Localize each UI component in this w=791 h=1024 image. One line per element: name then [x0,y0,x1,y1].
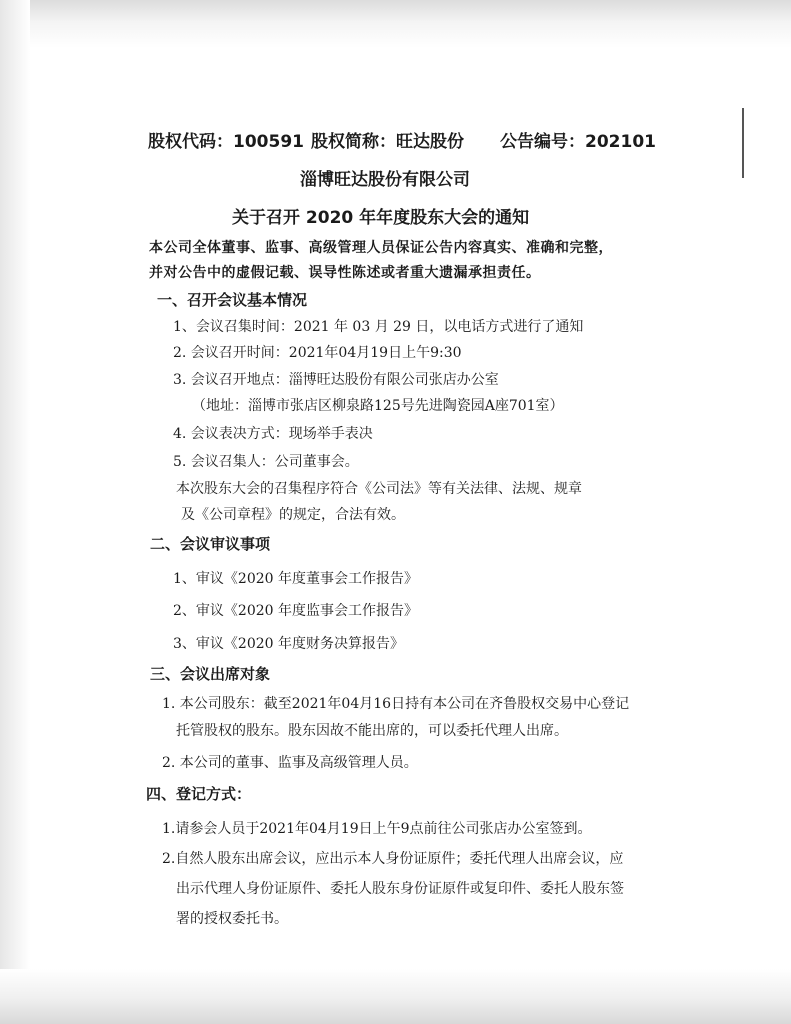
scan-shadow-bottom [0,969,791,1024]
section4-item-1: 1.请参会人员于2021年04月19日上午9点前往公司张店办公室签到。 [162,821,592,837]
company-name: 淄博旺达股份有限公司 [300,170,470,190]
notice-number: 公告编号：202101 [500,132,656,152]
section2-item-2: 2、审议《2020 年度监事会工作报告》 [173,603,418,619]
section1-item-5: 5. 会议召集人：公司董事会。 [173,454,359,470]
section3-item-2: 2. 本公司的董事、监事及高级管理人员。 [162,755,418,771]
section1-note-1: 本次股东大会的召集程序符合《公司法》等有关法律、法规、规章 [176,481,582,497]
declaration-line-1: 本公司全体董事、监事、高级管理人员保证公告内容真实、准确和完整， [149,240,613,256]
section4-item-2: 2.自然人股东出席会议，应出示本人身份证原件；委托代理人出席会议，应 [162,851,624,867]
section4-heading: 四、登记方式： [146,785,252,803]
notice-title: 关于召开 2020 年年度股东大会的通知 [232,208,530,228]
equity-short-name: 股权简称：旺达股份 [311,132,464,152]
section1-address: （地址：淄博市张店区柳泉路125号先进陶瓷园A座701室） [192,398,564,414]
section2-item-3: 3、审议《2020 年度财务决算报告》 [173,636,404,652]
scan-mark [742,108,744,178]
section2-heading: 二、会议审议事项 [150,535,271,553]
section1-note-2: 及《公司章程》的规定，合法有效。 [181,507,405,523]
section1-heading: 一、召开会议基本情况 [157,291,308,309]
scan-shadow-top [0,0,791,48]
section3-item-1: 1. 本公司股东：截至2021年04月16日持有本公司在齐鲁股权交易中心登记 [162,696,630,712]
section1-item-3: 3. 会议召开地点：淄博旺达股份有限公司张店办公室 [173,372,499,388]
section4-item-2-cont-2: 署的授权委托书。 [176,911,288,927]
declaration-line-2: 并对公告中的虚假记载、误导性陈述或者重大遗漏承担责任。 [149,265,541,281]
equity-code: 股权代码：100591 [148,132,304,152]
section4-item-2-cont-1: 出示代理人身份证原件、委托人股东身份证原件或复印件、委托人股东签 [176,881,624,897]
section3-item-1-cont: 托管股权的股东。股东因故不能出席的，可以委托代理人出席。 [176,723,568,739]
section1-item-2: 2. 会议召开时间：2021年04月19日上午9:30 [173,345,462,361]
scan-shadow-left [0,0,30,1024]
section2-item-1: 1、审议《2020 年度董事会工作报告》 [173,571,418,587]
section1-item-4: 4. 会议表决方式：现场举手表决 [173,426,373,442]
section1-item-1: 1、会议召集时间：2021 年 03 月 29 日，以电话方式进行了通知 [173,319,584,335]
section3-heading: 三、会议出席对象 [150,665,271,683]
